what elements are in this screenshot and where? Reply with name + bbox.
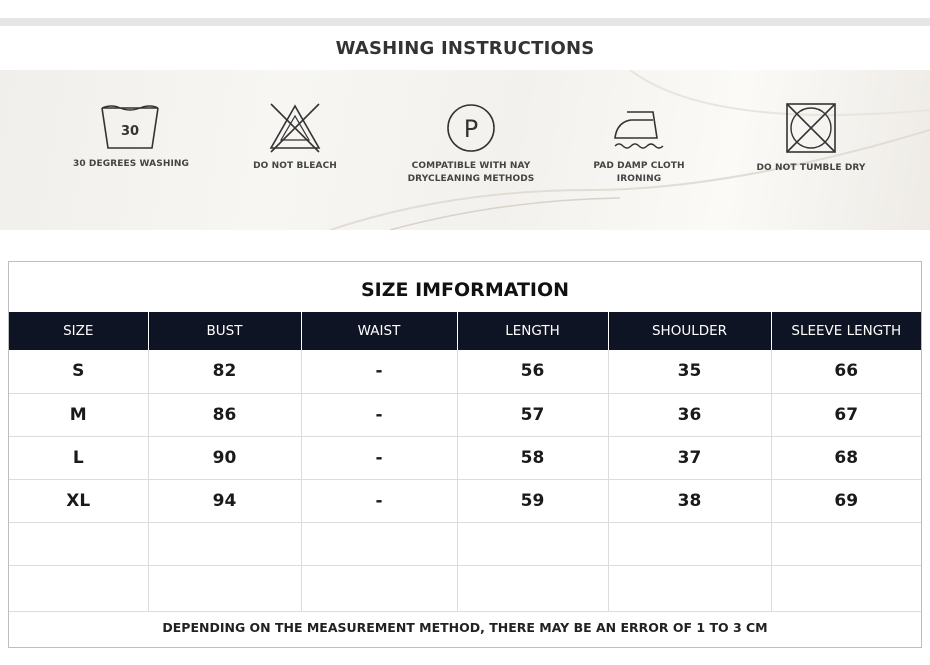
care-label-iron <box>554 160 724 186</box>
care-label-do-not-bleach: DO NOT BLEACH <box>253 161 337 171</box>
size-information-box <box>8 261 922 648</box>
table-row <box>9 350 921 393</box>
wash-30-icon <box>100 102 162 152</box>
table-row <box>9 436 921 479</box>
cell-empty <box>148 565 301 611</box>
cell-empty <box>148 522 301 565</box>
table-row-empty <box>9 565 921 611</box>
cell-length: 56 <box>457 350 608 393</box>
do-not-tumble-dry-icon <box>783 102 839 156</box>
care-item-iron <box>554 102 724 186</box>
care-label-iron-line2: IRONING <box>616 174 662 184</box>
cell-sleeve-length: 68 <box>771 436 921 479</box>
cell-shoulder: 36 <box>608 393 771 436</box>
cell-shoulder: 37 <box>608 436 771 479</box>
cell-empty <box>608 522 771 565</box>
care-label-do-not-tumble-dry: DO NOT TUMBLE DRY <box>756 163 866 173</box>
care-label-dry-clean-line2: DRYCLEANING METHODS <box>407 174 535 184</box>
cell-length: 59 <box>457 479 608 522</box>
care-item-wash-30 <box>46 102 216 171</box>
cell-bust: 94 <box>148 479 301 522</box>
cell-waist: - <box>301 479 457 522</box>
cell-empty <box>301 565 457 611</box>
size-table <box>9 312 921 612</box>
cell-sleeve-length: 67 <box>771 393 921 436</box>
cell-empty <box>9 522 148 565</box>
dry-clean-p-icon <box>445 102 497 154</box>
header-length: LENGTH <box>457 312 608 350</box>
measurement-error-note: DEPENDING ON THE MEASUREMENT METHOD, THERE MAY BE AN ERROR OF 1 TO 3 CM <box>162 620 768 635</box>
table-row <box>9 479 921 522</box>
iron-icon <box>609 102 669 154</box>
care-label-dry-clean <box>386 160 556 186</box>
care-label-wash-30: 30 DEGREES WASHING <box>72 159 190 169</box>
cell-empty <box>771 522 921 565</box>
table-row-empty <box>9 522 921 565</box>
cell-sleeve-length: 66 <box>771 350 921 393</box>
header-bust: BUST <box>148 312 301 350</box>
header-waist: WAIST <box>301 312 457 350</box>
cell-empty <box>457 565 608 611</box>
wash-temp-number: 30 <box>120 124 140 139</box>
cell-bust: 90 <box>148 436 301 479</box>
care-item-do-not-bleach <box>210 102 380 173</box>
cell-length: 57 <box>457 393 608 436</box>
cell-waist: - <box>301 436 457 479</box>
care-label-iron-line1: PAD DAMP CLOTH <box>593 161 685 171</box>
cell-length: 58 <box>457 436 608 479</box>
cell-bust: 82 <box>148 350 301 393</box>
header-sleeve-length: SLEEVE LENGTH <box>771 312 921 350</box>
table-row <box>9 393 921 436</box>
cell-shoulder: 38 <box>608 479 771 522</box>
care-label-dry-clean-line1: COMPATIBLE WITH NAY <box>411 161 531 171</box>
dry-clean-letter: P <box>463 115 479 143</box>
cell-shoulder: 35 <box>608 350 771 393</box>
cell-bust: 86 <box>148 393 301 436</box>
cell-empty <box>771 565 921 611</box>
cell-size: S <box>9 350 148 393</box>
cell-waist: - <box>301 350 457 393</box>
care-item-do-not-tumble-dry <box>726 102 896 175</box>
header-size: SIZE <box>9 312 148 350</box>
cell-size: M <box>9 393 148 436</box>
header-shoulder: SHOULDER <box>608 312 771 350</box>
care-item-dry-clean <box>386 102 556 186</box>
top-divider-strip <box>0 18 930 26</box>
cell-waist: - <box>301 393 457 436</box>
do-not-bleach-icon <box>265 102 325 154</box>
cell-empty <box>608 565 771 611</box>
cell-sleeve-length: 69 <box>771 479 921 522</box>
cell-size: L <box>9 436 148 479</box>
cell-empty <box>301 522 457 565</box>
size-information-title: SIZE IMFORMATION <box>360 279 570 301</box>
washing-instructions-title: WASHING INSTRUCTIONS <box>335 38 595 59</box>
cell-empty <box>457 522 608 565</box>
washing-instructions-band <box>0 70 930 230</box>
cell-size: XL <box>9 479 148 522</box>
size-table-header-row <box>9 312 921 350</box>
cell-empty <box>9 565 148 611</box>
